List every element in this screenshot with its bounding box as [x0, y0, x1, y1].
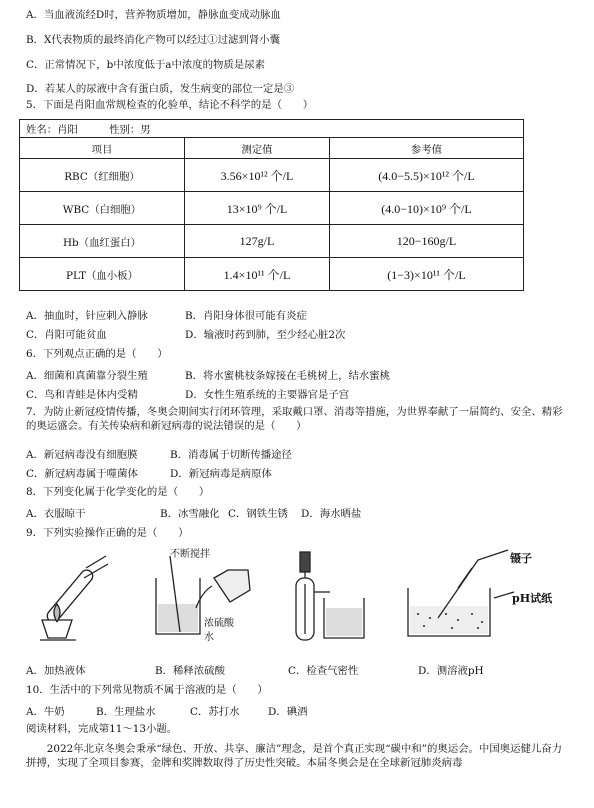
q7-option-d: D．新冠病毒是病原体: [170, 468, 272, 480]
q7-option-a: A．新冠病毒没有细胞膜: [26, 449, 138, 461]
col-header-measured: 测定值: [185, 138, 330, 159]
heating-liquid-figure: [28, 548, 118, 648]
airtightness-figure: [284, 548, 374, 648]
q5-option-c: C．肖阳可能贫血: [26, 329, 107, 341]
table-row: [20, 192, 524, 225]
q6-option-d: D．女性生殖系统的主要器官是子宫: [185, 389, 350, 401]
row-reference: (4.0−10)×10⁹ 个/L: [330, 192, 524, 225]
q5-option-a: A．抽血时，针应刺入静脉: [26, 310, 148, 322]
question-10: 10．生活中的下列常见物质不属于溶液的是（ ）: [26, 684, 268, 696]
dilute-acid-figure: [150, 548, 260, 648]
q10-option-b: B．生理盐水: [96, 706, 156, 718]
acid-label: 浓硫酸: [204, 618, 234, 629]
row-item: Hb（血红蛋白）: [20, 225, 185, 258]
q8-option-c: C．钢铁生锈: [228, 508, 288, 520]
reading-passage: 2022年北京冬奥会秉承“绿色、开放、共享、廉洁”理念，是首个真正实现“碳中和”的奥运会。中国奥运健儿奋力拼搏，实现了全项目参赛，金牌和奖牌数取得了历史性突破。本届冬奥会是在全球新冠肺炎病毒: [26, 743, 563, 769]
q6-option-b: B．将水蜜桃枝条嫁接在毛桃树上，结水蜜桃: [185, 370, 391, 382]
question-7: 7．为防止新冠疫情传播，冬奥会期间实行闭环管理，采取戴口罩、消毒等措施，为世界奉献了一届简约、安全、精彩的奥运盛会。有关传染病和新冠病毒的说法错误的是（ ）: [26, 406, 563, 432]
q4-option-a: A．当血液流经D时，营养物质增加，静脉血变成动脉血: [26, 9, 281, 21]
q10-option-d: D．碘酒: [268, 706, 308, 718]
q4-option-c: C．正常情况下，b中浓度低于a中浓度的物质是尿素: [26, 59, 265, 71]
question-6: 6．下列观点正确的是（ ）: [26, 348, 168, 360]
question-9: 9．下列实验操作正确的是（ ）: [26, 527, 189, 539]
ph-paper-label: pH试纸: [512, 592, 553, 605]
row-measured: 3.56×10¹² 个/L: [185, 159, 330, 192]
q5-option-b: B．肖阳身体很可能有炎症: [185, 310, 307, 322]
q7-option-c: C．新冠病毒属于噬菌体: [26, 468, 138, 480]
col-header-item: 项目: [20, 138, 185, 159]
stir-label: 不断搅拌: [170, 549, 210, 560]
q9-option-c: C．检查气密性: [288, 665, 359, 677]
q8-option-d: D．海水晒盐: [301, 508, 362, 520]
row-reference: (4.0−5.5)×10¹² 个/L: [330, 159, 524, 192]
q8-option-a: A．衣服晾干: [26, 508, 86, 520]
row-measured: 13×10⁹ 个/L: [185, 192, 330, 225]
question-5: 5．下面是肖阳血常规检查的化验单，结论不科学的是（ ）: [26, 99, 314, 111]
q9-option-d: D．测溶液pH: [418, 665, 484, 677]
row-reference: (1−3)×10¹¹ 个/L: [330, 258, 524, 291]
table-row: [20, 159, 524, 192]
col-header-reference: 参考值: [330, 138, 524, 159]
q7-option-b: B．消毒属于切断传播途径: [170, 449, 292, 461]
q8-option-b: B．冰雪融化: [160, 508, 220, 520]
row-item: WBC（白细胞）: [20, 192, 185, 225]
q9-option-b: B．稀释浓硫酸: [155, 665, 225, 677]
q5-option-d: D．输液时药到肺，至少经心脏2次: [185, 329, 346, 341]
water-label: 水: [204, 632, 214, 643]
q6-option-a: A．细菌和真菌靠分裂生殖: [26, 370, 148, 382]
table-row: [20, 258, 524, 291]
reading-instruction: 阅读材料，完成第11～13小题。: [26, 723, 178, 735]
tweezers-label: 镊子: [510, 552, 532, 565]
ph-measure-figure: [398, 548, 568, 648]
row-item: RBC（红细胞）: [20, 159, 185, 192]
q4-option-d: D．若某人的尿液中含有蛋白质，发生病变的部位一定是③: [26, 83, 295, 95]
row-item: PLT（血小板）: [20, 258, 185, 291]
row-measured: 127g/L: [185, 225, 330, 258]
table-row: [20, 225, 524, 258]
q4-option-b: B．X代表物质的最终消化产物可以经过①过滤到肾小囊: [26, 34, 281, 46]
patient-info: 姓名：肖阳 性别：男: [20, 120, 524, 138]
question-8: 8．下列变化属于化学变化的是（ ）: [26, 486, 210, 498]
q9-option-a: A．加热液体: [26, 665, 86, 677]
q10-option-c: C．苏打水: [190, 706, 240, 718]
q10-option-a: A．牛奶: [26, 706, 65, 718]
row-measured: 1.4×10¹¹ 个/L: [185, 258, 330, 291]
row-reference: 120−160g/L: [330, 225, 524, 258]
blood-test-table: [19, 119, 524, 291]
q6-option-c: C．鸟和青蛙是体内受精: [26, 389, 138, 401]
